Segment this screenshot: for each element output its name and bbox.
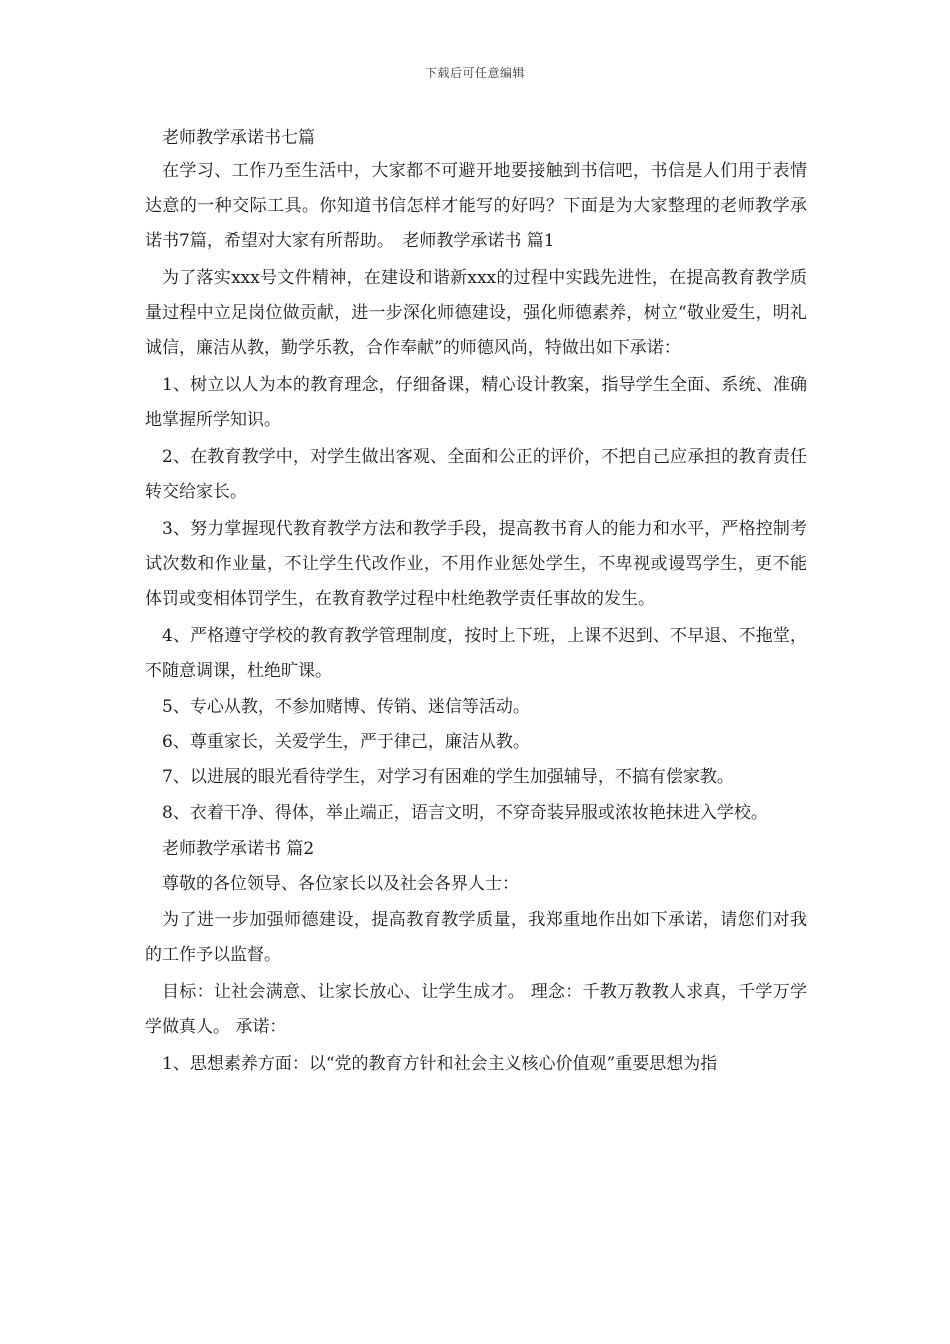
paragraph-preamble-1: 为了落实xxx号文件精神，在建设和谐新xxx的过程中实践先进性，在提高教育教学质量过程中立足岗位做贡献，进一步深化师德建设，强化师德素养，树立“敬业爱生，明礼诚信，廉洁从教，勤学乐教，合作奉献”的师德风尚，特做出如下承诺：	[145, 268, 807, 358]
document-body	[145, 122, 807, 1084]
list-item-2: 2、在教育教学中，对学生做出客观、全面和公正的评价，不把自己应承担的教育责任转交给家长。	[145, 447, 807, 502]
section-heading-2: 老师教学承诺书 篇2	[162, 839, 315, 859]
list-item-8: 8、衣着干净、得体，举止端正，语言文明，不穿奇装异服或浓妆艳抹进入学校。	[162, 803, 768, 823]
paragraph-preamble-2: 为了进一步加强师德建设，提高教育教学质量，我郑重地作出如下承诺，请您们对我的工作予以监督。	[145, 910, 807, 965]
page-header: 下载后可任意编辑	[424, 66, 525, 80]
intro-paragraph: 在学习、工作乃至生活中，大家都不可避开地要接触到书信吧，书信是人们用于表情达意的一种交际工具。你知道书信怎样才能写的好吗？下面是为大家整理的老师教学承诺书7篇，希望对大家有所帮助。 老师教学承诺书 篇1	[145, 161, 807, 251]
list-item-7: 7、以进展的眼光看待学生，对学习有困难的学生加强辅导，不搞有偿家教。	[162, 767, 734, 787]
salutation: 尊敬的各位领导、各位家长以及社会各界人士：	[162, 874, 519, 894]
goals-paragraph: 目标：让社会满意、让家长放心、让学生成才。 理念：千教万教教人求真，千学万学学做真人。 承诺：	[145, 982, 807, 1037]
list-item-4: 4、严格遵守学校的教育教学管理制度，按时上下班，上课不迟到、不早退、不拖堂，不随意调课，杜绝旷课。	[145, 626, 807, 681]
list-item-1: 1、树立以人为本的教育理念，仔细备课，精心设计教案，指导学生全面、系统、准确地掌握所学知识。	[145, 375, 807, 430]
list-item-6: 6、尊重家长，关爱学生，严于律己，廉洁从教。	[162, 732, 530, 752]
list-item-5: 5、专心从教，不参加赌博、传销、迷信等活动。	[162, 697, 530, 717]
commitment-item-1: 1、思想素养方面：以“党的教育方针和社会主义核心价值观”重要思想为指	[162, 1054, 718, 1074]
list-item-3: 3、努力掌握现代教育教学方法和教学手段，提高教书育人的能力和水平，严格控制考试次数和作业量，不让学生代改作业，不用作业惩处学生，不卑视或谩骂学生，更不能体罚或变相体罚学生，在教育教学过程中杜绝教学责任事故的发生。	[145, 519, 807, 609]
document-title: 老师教学承诺书七篇	[162, 128, 315, 148]
